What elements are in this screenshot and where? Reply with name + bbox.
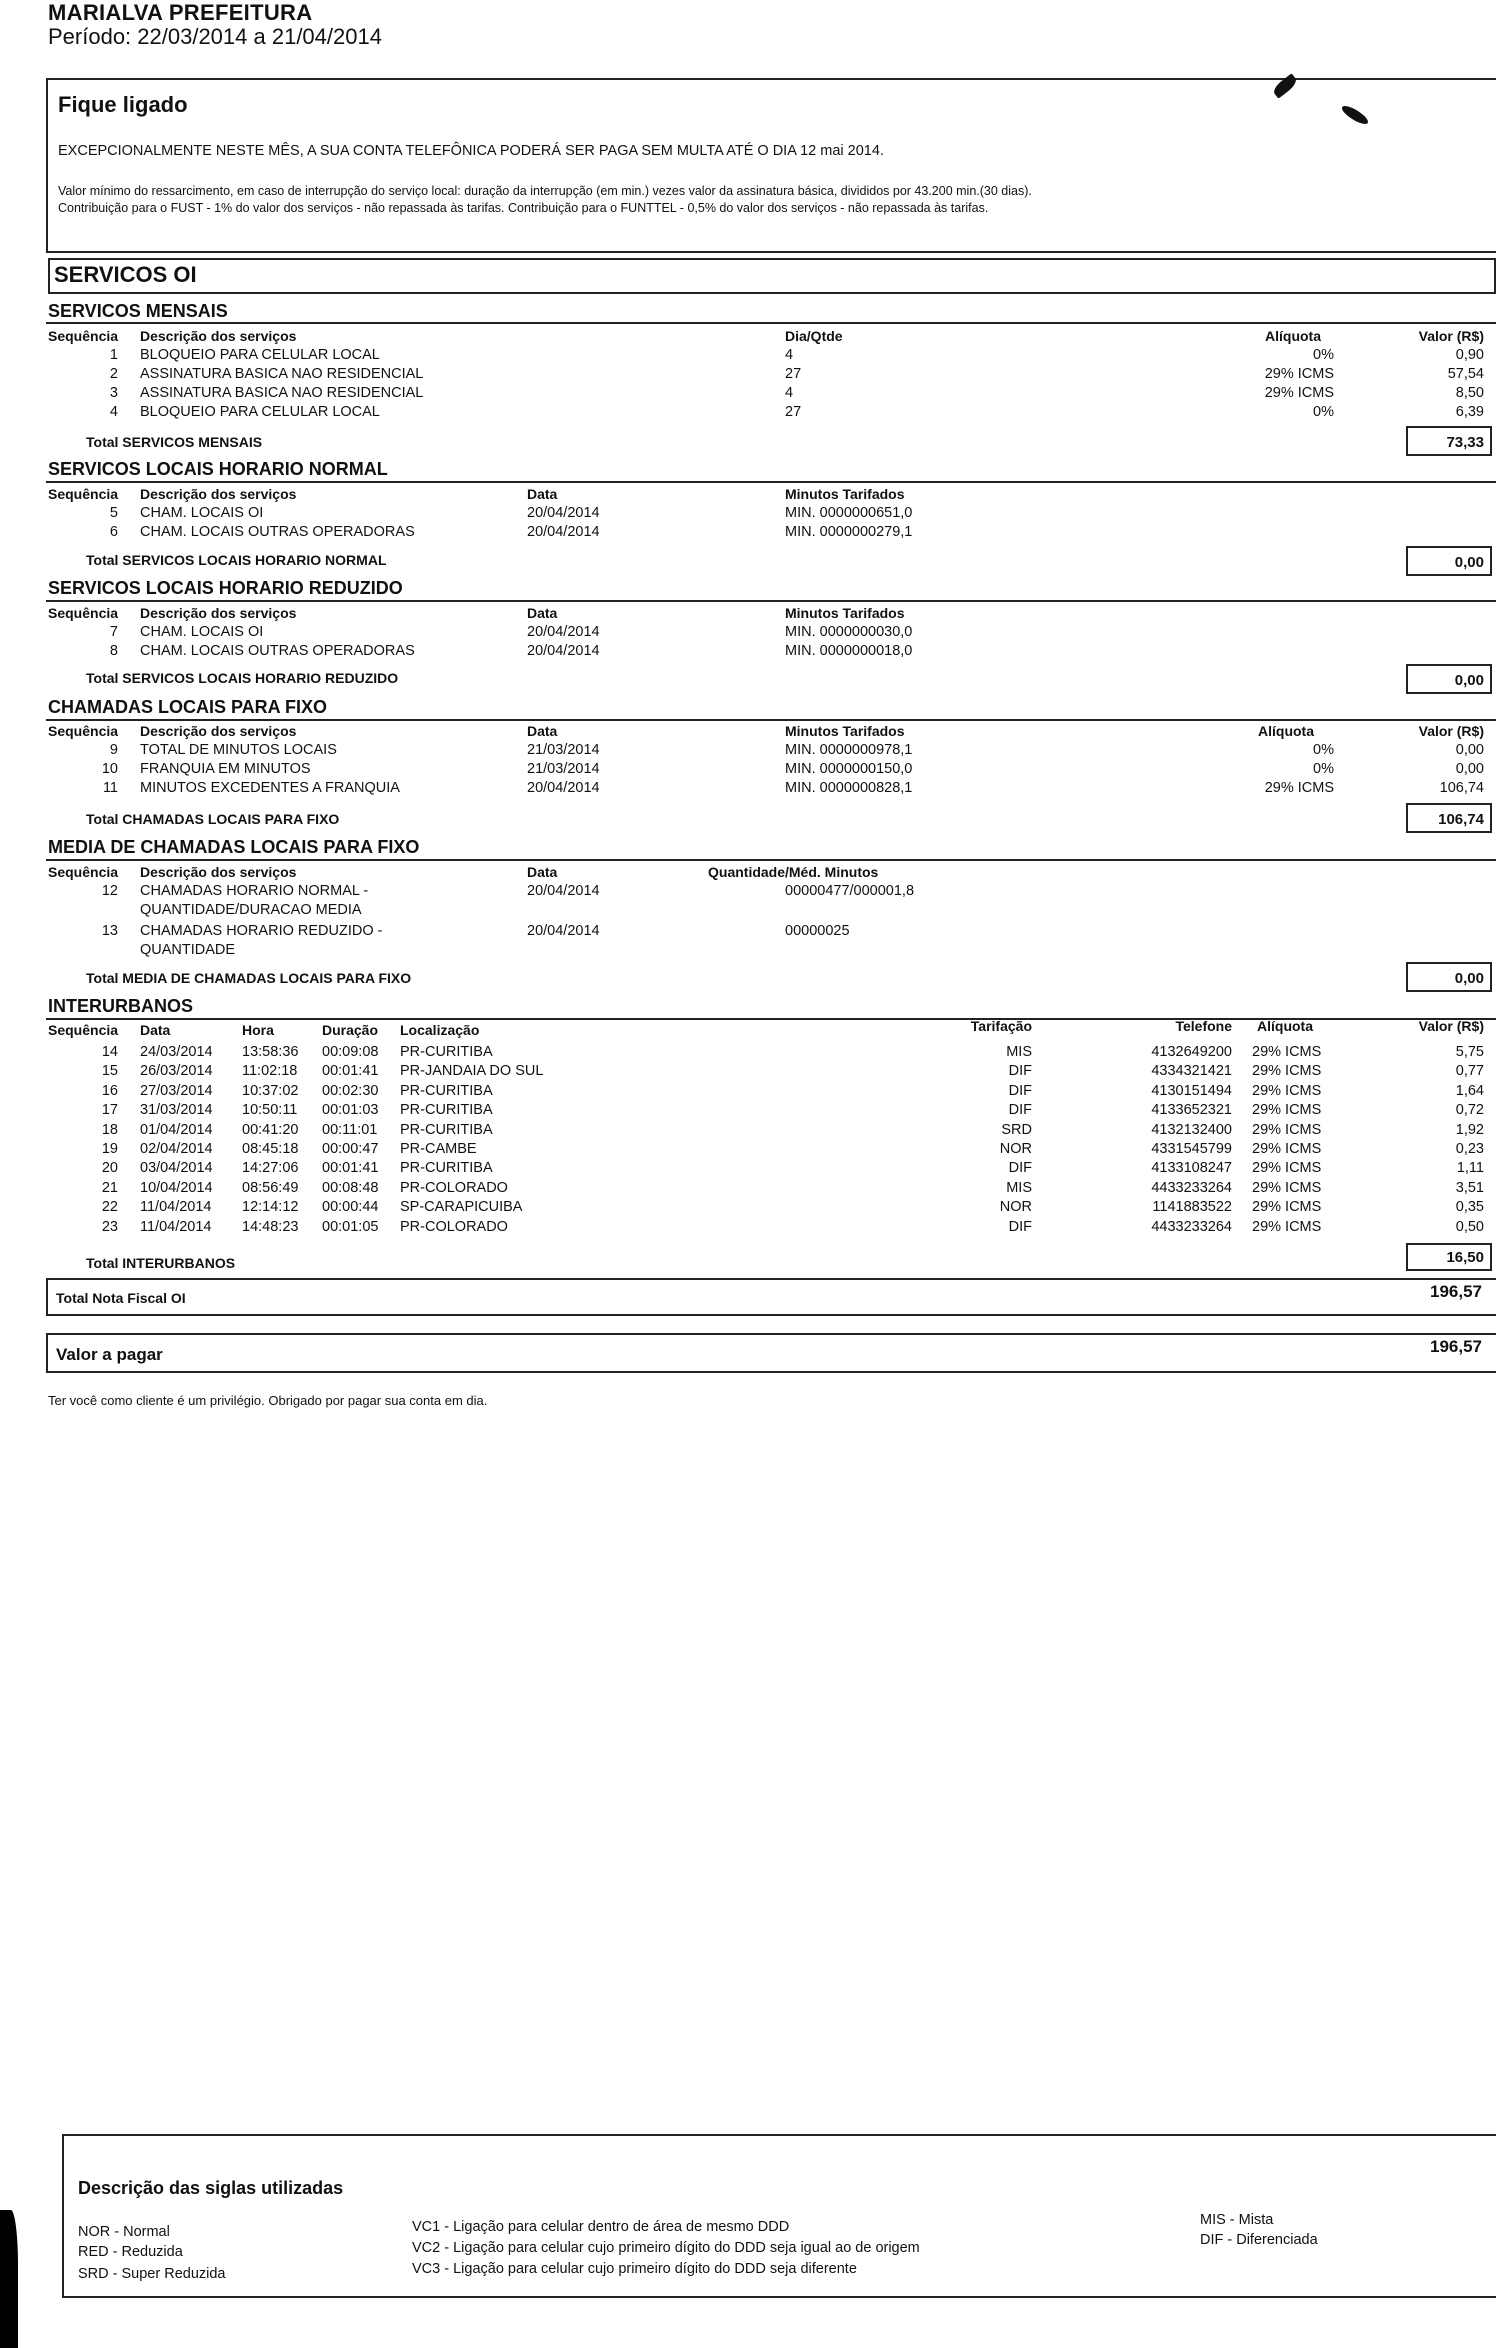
- notice-fust-text: Contribuição para o FUST - 1% do valor dos serviços - não repassada às tarifas. Contribuição para o FUNTTEL - 0,5% do valor dos serviços - não repassada às tarifas.: [58, 201, 989, 215]
- section-title-normal: SERVICOS LOCAIS HORARIO NORMAL: [48, 459, 388, 479]
- row-date: 21/03/2014: [527, 742, 600, 758]
- col-data: Data: [527, 723, 558, 739]
- row-time: 10:50:11: [242, 1102, 298, 1119]
- scan-blot: [0, 2210, 18, 2348]
- row-date: 21/03/2014: [527, 761, 600, 777]
- thanks-message: Ter você como cliente é um privilégio. Obrigado por pagar sua conta em dia.: [48, 1393, 488, 1408]
- row-phone: 4130151494: [1151, 1082, 1232, 1099]
- row-valor: 106,74: [1439, 780, 1484, 796]
- total-label-mensais: Total SERVICOS MENSAIS: [86, 434, 263, 450]
- total-nota-fiscal-box: [46, 1278, 1496, 1316]
- legend-item: VC1 - Ligação para celular dentro de área de mesmo DDD: [412, 2219, 790, 2235]
- col-sequencia: Sequência: [48, 328, 119, 344]
- col-descricao: Descrição dos serviços: [140, 723, 297, 739]
- row-date: 20/04/2014: [527, 923, 600, 939]
- section-divider: [46, 600, 1496, 602]
- col-descricao: Descrição dos serviços: [140, 605, 297, 621]
- row-valor: 0,90: [1455, 347, 1484, 363]
- section-title-reduzido: SERVICOS LOCAIS HORARIO REDUZIDO: [48, 578, 403, 598]
- valor-pagar-label: Valor a pagar: [56, 1345, 163, 1364]
- billing-period: Período: 22/03/2014 a 21/04/2014: [48, 24, 382, 49]
- col-duracao: Duração: [322, 1022, 379, 1038]
- col-descricao: Descrição dos serviços: [140, 486, 297, 502]
- row-valor: 0,77: [1455, 1063, 1484, 1080]
- total-value-normal: 0,00: [1406, 546, 1492, 576]
- section-divider: [46, 719, 1496, 721]
- row-phone: 4132649200: [1151, 1044, 1232, 1060]
- total-value-media: 0,00: [1406, 962, 1492, 992]
- row-minutes: MIN. 0000000279,1: [785, 524, 913, 540]
- row-time: 14:27:06: [242, 1160, 299, 1177]
- row-time: 08:45:18: [242, 1141, 299, 1157]
- total-nota-fiscal-value: 196,57: [1430, 1282, 1482, 1301]
- row-aliquota: 29% ICMS: [1252, 1063, 1322, 1080]
- row-tarifacao: DIF: [1008, 1218, 1032, 1235]
- row-date: 02/04/2014: [140, 1141, 213, 1157]
- row-seq: 1: [109, 347, 118, 363]
- valor-pagar-box: [46, 1333, 1496, 1373]
- col-aliquota: Alíquota: [1265, 328, 1321, 344]
- row-location: SP-CARAPICUIBA: [400, 1199, 523, 1216]
- row-qtde: 27: [785, 404, 802, 420]
- row-seq: 12: [101, 883, 118, 899]
- row-minutes: MIN. 0000000150,0: [785, 761, 913, 777]
- valor-pagar-value: 196,57: [1430, 1337, 1482, 1356]
- row-time: 00:41:20: [242, 1121, 299, 1138]
- row-seq: 9: [109, 742, 118, 758]
- row-valor: 1,92: [1455, 1121, 1484, 1138]
- row-valor: 0,23: [1455, 1141, 1484, 1157]
- row-time: 10:37:02: [242, 1082, 299, 1099]
- legend-item: VC2 - Ligação para celular cujo primeiro dígito do DDD seja igual ao de origem: [412, 2240, 920, 2256]
- row-valor: 3,51: [1455, 1179, 1484, 1196]
- row-phone: 4132132400: [1151, 1121, 1232, 1138]
- col-data: Data: [527, 864, 558, 880]
- row-qtde: 27: [785, 366, 802, 382]
- row-date: 01/04/2014: [140, 1121, 213, 1138]
- row-minutes: MIN. 0000000030,0: [785, 624, 913, 640]
- row-aliquota: 29% ICMS: [1252, 1160, 1322, 1177]
- col-telefone: Telefone: [1175, 1018, 1232, 1034]
- row-desc: ASSINATURA BASICA NAO RESIDENCIAL: [140, 366, 424, 382]
- row-time: 08:56:49: [242, 1179, 299, 1196]
- row-seq: 10: [101, 761, 118, 777]
- row-location: PR-COLORADO: [400, 1218, 508, 1235]
- col-sequencia: Sequência: [48, 1022, 119, 1038]
- row-aliquota: 0%: [1313, 404, 1334, 420]
- row-time: 12:14:12: [242, 1199, 299, 1216]
- row-seq: 21: [101, 1179, 118, 1196]
- row-valor: 1,11: [1456, 1160, 1484, 1177]
- row-phone: 4331545799: [1151, 1141, 1232, 1157]
- col-valor: Valor (R$): [1418, 1018, 1484, 1034]
- row-tarifacao: MIS: [1006, 1179, 1032, 1196]
- services-title: SERVICOS OI: [54, 262, 197, 287]
- col-valor: Valor (R$): [1418, 723, 1484, 739]
- row-date: 20/04/2014: [527, 524, 600, 540]
- row-desc: FRANQUIA EM MINUTOS: [140, 761, 311, 777]
- row-minutes: MIN. 0000000978,1: [785, 742, 913, 758]
- col-hora: Hora: [242, 1022, 274, 1038]
- row-minutes: MIN. 0000000651,0: [785, 505, 913, 521]
- row-aliquota: 29% ICMS: [1252, 1218, 1322, 1235]
- row-seq: 7: [109, 624, 118, 640]
- row-duration: 00:01:03: [322, 1102, 379, 1119]
- row-tarifacao: NOR: [999, 1199, 1032, 1216]
- total-label-normal: Total SERVICOS LOCAIS HORARIO NORMAL: [86, 552, 387, 568]
- row-seq: 6: [109, 524, 118, 540]
- col-localizacao: Localização: [400, 1022, 480, 1038]
- total-value-reduzido: 0,00: [1406, 664, 1492, 694]
- row-phone: 4334321421: [1151, 1063, 1232, 1080]
- total-value-interurbanos: 16,50: [1406, 1243, 1492, 1271]
- row-desc: MINUTOS EXCEDENTES A FRANQUIA: [140, 780, 400, 796]
- row-desc: ASSINATURA BASICA NAO RESIDENCIAL: [140, 385, 424, 401]
- col-sequencia: Sequência: [48, 486, 119, 502]
- row-date: 27/03/2014: [140, 1082, 213, 1099]
- total-value-mensais: 73,33: [1406, 426, 1492, 456]
- row-location: PR-CURITIBA: [400, 1160, 493, 1177]
- legend-item: MIS - Mista: [1200, 2212, 1274, 2228]
- col-data: Data: [140, 1022, 171, 1038]
- row-date: 31/03/2014: [140, 1102, 213, 1119]
- row-duration: 00:00:47: [322, 1141, 379, 1157]
- row-date: 11/04/2014: [140, 1218, 212, 1235]
- row-seq: 17: [101, 1102, 118, 1119]
- row-desc: CHAM. LOCAIS OUTRAS OPERADORAS: [140, 643, 415, 659]
- row-seq: 8: [109, 643, 118, 659]
- notice-due-date: EXCEPCIONALMENTE NESTE MÊS, A SUA CONTA TELEFÔNICA PODERÁ SER PAGA SEM MULTA ATÉ O DIA 12 mai 2014.: [58, 143, 884, 159]
- row-aliquota: 29% ICMS: [1252, 1121, 1322, 1138]
- row-tarifacao: DIF: [1008, 1063, 1032, 1080]
- row-valor: 0,50: [1455, 1218, 1484, 1235]
- row-duration: 00:02:30: [322, 1082, 379, 1099]
- row-seq: 3: [109, 385, 118, 401]
- col-valor: Valor (R$): [1418, 328, 1484, 344]
- legend-item: NOR - Normal: [78, 2224, 170, 2240]
- row-seq: 2: [109, 366, 118, 382]
- col-quantidade: Quantidade/Méd. Minutos: [708, 864, 879, 880]
- row-location: PR-CURITIBA: [400, 1102, 493, 1119]
- legend-item: SRD - Super Reduzida: [78, 2266, 226, 2282]
- row-location: PR-CAMBE: [400, 1141, 477, 1157]
- row-time: 11:02:18: [242, 1063, 298, 1080]
- row-location: PR-JANDAIA DO SUL: [400, 1063, 544, 1080]
- row-duration: 00:01:05: [322, 1218, 379, 1235]
- row-location: PR-COLORADO: [400, 1179, 508, 1196]
- row-aliquota: 29% ICMS: [1252, 1082, 1322, 1099]
- notice-refund-text: Valor mínimo do ressarcimento, em caso de interrupção do serviço local: duração da interrupção (em min.) vezes valor da assinatura básica, divididos por 43.200 min.(30 dias).: [58, 184, 1032, 198]
- row-valor: 5,75: [1455, 1044, 1484, 1060]
- row-desc: CHAM. LOCAIS OUTRAS OPERADORAS: [140, 524, 415, 540]
- row-aliquota: 0%: [1313, 761, 1334, 777]
- row-tarifacao: SRD: [1001, 1121, 1032, 1138]
- row-date: 26/03/2014: [140, 1063, 213, 1080]
- row-phone: 4133652321: [1151, 1102, 1232, 1119]
- section-title-mensais: SERVICOS MENSAIS: [48, 301, 228, 321]
- row-desc: TOTAL DE MINUTOS LOCAIS: [140, 742, 337, 758]
- col-minutos: Minutos Tarifados: [785, 605, 905, 621]
- col-dia-qtde: Dia/Qtde: [785, 328, 843, 344]
- row-valor: 1,64: [1455, 1082, 1484, 1099]
- total-nota-fiscal-label: Total Nota Fiscal OI: [56, 1290, 186, 1306]
- col-aliquota: Alíquota: [1257, 1018, 1313, 1034]
- row-seq: 18: [101, 1121, 118, 1138]
- col-sequencia: Sequência: [48, 864, 119, 880]
- row-valor: 0,00: [1455, 742, 1484, 758]
- section-title-fixo: CHAMADAS LOCAIS PARA FIXO: [48, 697, 327, 717]
- row-minutes: MIN. 0000000828,1: [785, 780, 913, 796]
- row-seq: 19: [101, 1141, 118, 1157]
- row-location: PR-CURITIBA: [400, 1121, 493, 1138]
- row-valor: 0,00: [1455, 761, 1484, 777]
- section-divider: [46, 859, 1496, 861]
- row-seq: 11: [102, 780, 118, 796]
- row-valor: 57,54: [1447, 366, 1484, 382]
- col-data: Data: [527, 486, 558, 502]
- row-tarifacao: MIS: [1006, 1044, 1032, 1060]
- row-aliquota: 0%: [1313, 347, 1334, 363]
- total-label-fixo: Total CHAMADAS LOCAIS PARA FIXO: [86, 811, 340, 827]
- row-date: 20/04/2014: [527, 624, 600, 640]
- row-tarifacao: DIF: [1008, 1102, 1032, 1119]
- row-desc: CHAMADAS HORARIO REDUZIDO -: [140, 923, 383, 939]
- row-duration: 00:09:08: [322, 1044, 379, 1060]
- col-sequencia: Sequência: [48, 723, 119, 739]
- row-aliquota: 29% ICMS: [1252, 1044, 1322, 1060]
- col-data: Data: [527, 605, 558, 621]
- row-seq: 4: [109, 404, 118, 420]
- row-valor: 8,50: [1455, 385, 1484, 401]
- row-time: 13:58:36: [242, 1044, 299, 1060]
- row-desc: CHAM. LOCAIS OI: [140, 505, 264, 521]
- col-tarifacao: Tarifação: [970, 1018, 1032, 1034]
- total-label-reduzido: Total SERVICOS LOCAIS HORARIO REDUZIDO: [86, 670, 399, 686]
- col-minutos: Minutos Tarifados: [785, 723, 905, 739]
- row-duration: 00:08:48: [322, 1179, 379, 1196]
- row-desc: BLOQUEIO PARA CELULAR LOCAL: [140, 347, 380, 363]
- row-desc-cont: QUANTIDADE/DURACAO MEDIA: [140, 902, 362, 918]
- company-name: MARIALVA PREFEITURA: [48, 0, 313, 25]
- col-descricao: Descrição dos serviços: [140, 328, 297, 344]
- row-date: 24/03/2014: [140, 1044, 213, 1060]
- row-phone: 4133108247: [1151, 1160, 1232, 1177]
- row-tarifacao: DIF: [1008, 1160, 1032, 1177]
- row-time: 14:48:23: [242, 1218, 299, 1235]
- col-sequencia: Sequência: [48, 605, 119, 621]
- row-minutes: MIN. 0000000018,0: [785, 643, 913, 659]
- row-aliquota: 29% ICMS: [1264, 780, 1334, 796]
- row-seq: 14: [101, 1044, 118, 1060]
- services-header-box: [48, 258, 1496, 294]
- row-aliquota: 29% ICMS: [1252, 1141, 1322, 1157]
- row-date: 20/04/2014: [527, 780, 600, 796]
- row-valor: 0,72: [1455, 1102, 1484, 1119]
- row-aliquota: 29% ICMS: [1252, 1102, 1322, 1119]
- row-desc: CHAMADAS HORARIO NORMAL -: [140, 883, 369, 899]
- col-minutos: Minutos Tarifados: [785, 486, 905, 502]
- legend-title: Descrição das siglas utilizadas: [78, 2178, 344, 2198]
- row-desc-cont: QUANTIDADE: [140, 942, 236, 958]
- row-desc: CHAM. LOCAIS OI: [140, 624, 264, 640]
- row-qtde: 4: [785, 347, 794, 363]
- total-label-interurbanos: Total INTERURBANOS: [86, 1255, 236, 1271]
- row-aliquota: 29% ICMS: [1264, 385, 1334, 401]
- row-aliquota: 29% ICMS: [1252, 1199, 1322, 1216]
- row-duration: 00:01:41: [322, 1063, 379, 1080]
- row-date: 10/04/2014: [140, 1179, 213, 1196]
- row-seq: 15: [101, 1063, 118, 1080]
- row-seq: 16: [101, 1082, 118, 1099]
- legend-item: DIF - Diferenciada: [1200, 2232, 1318, 2248]
- col-aliquota: Alíquota: [1258, 723, 1314, 739]
- row-seq: 5: [109, 505, 118, 521]
- row-aliquota: 29% ICMS: [1264, 366, 1334, 382]
- row-quantity: 00000477/000001,8: [785, 883, 915, 899]
- legend-item: VC3 - Ligação para celular cujo primeiro dígito do DDD seja diferente: [412, 2261, 857, 2277]
- row-phone: 4433233264: [1151, 1179, 1232, 1196]
- row-seq: 22: [101, 1199, 118, 1216]
- row-seq: 23: [101, 1218, 118, 1235]
- legend-item: RED - Reduzida: [78, 2244, 183, 2260]
- section-divider: [46, 322, 1496, 324]
- row-valor: 6,39: [1455, 404, 1484, 420]
- notice-box: [46, 78, 1496, 253]
- row-location: PR-CURITIBA: [400, 1044, 493, 1060]
- row-phone: 1141883522: [1152, 1199, 1232, 1216]
- section-title-media: MEDIA DE CHAMADAS LOCAIS PARA FIXO: [48, 837, 420, 857]
- row-aliquota: 0%: [1313, 742, 1334, 758]
- row-date: 20/04/2014: [527, 643, 600, 659]
- row-valor: 0,35: [1455, 1199, 1484, 1216]
- row-seq: 20: [101, 1160, 118, 1177]
- row-duration: 00:00:44: [322, 1199, 379, 1216]
- total-value-fixo: 106,74: [1406, 803, 1492, 833]
- row-desc: BLOQUEIO PARA CELULAR LOCAL: [140, 404, 380, 420]
- row-seq: 13: [101, 923, 118, 939]
- row-phone: 4433233264: [1151, 1218, 1232, 1235]
- row-quantity: 00000025: [785, 923, 850, 939]
- row-date: 20/04/2014: [527, 883, 600, 899]
- section-divider: [46, 481, 1496, 483]
- row-aliquota: 29% ICMS: [1252, 1179, 1322, 1196]
- row-tarifacao: NOR: [999, 1141, 1032, 1157]
- notice-title: Fique ligado: [58, 92, 188, 117]
- section-title-interurbanos: INTERURBANOS: [48, 996, 194, 1016]
- row-date: 11/04/2014: [140, 1199, 212, 1216]
- row-tarifacao: DIF: [1008, 1082, 1032, 1099]
- col-descricao: Descrição dos serviços: [140, 864, 297, 880]
- row-date: 20/04/2014: [527, 505, 600, 521]
- row-qtde: 4: [785, 385, 794, 401]
- row-duration: 00:01:41: [322, 1160, 379, 1177]
- row-location: PR-CURITIBA: [400, 1082, 493, 1099]
- row-date: 03/04/2014: [140, 1160, 213, 1177]
- total-label-media: Total MEDIA DE CHAMADAS LOCAIS PARA FIXO: [86, 970, 412, 986]
- row-duration: 00:11:01: [322, 1121, 378, 1138]
